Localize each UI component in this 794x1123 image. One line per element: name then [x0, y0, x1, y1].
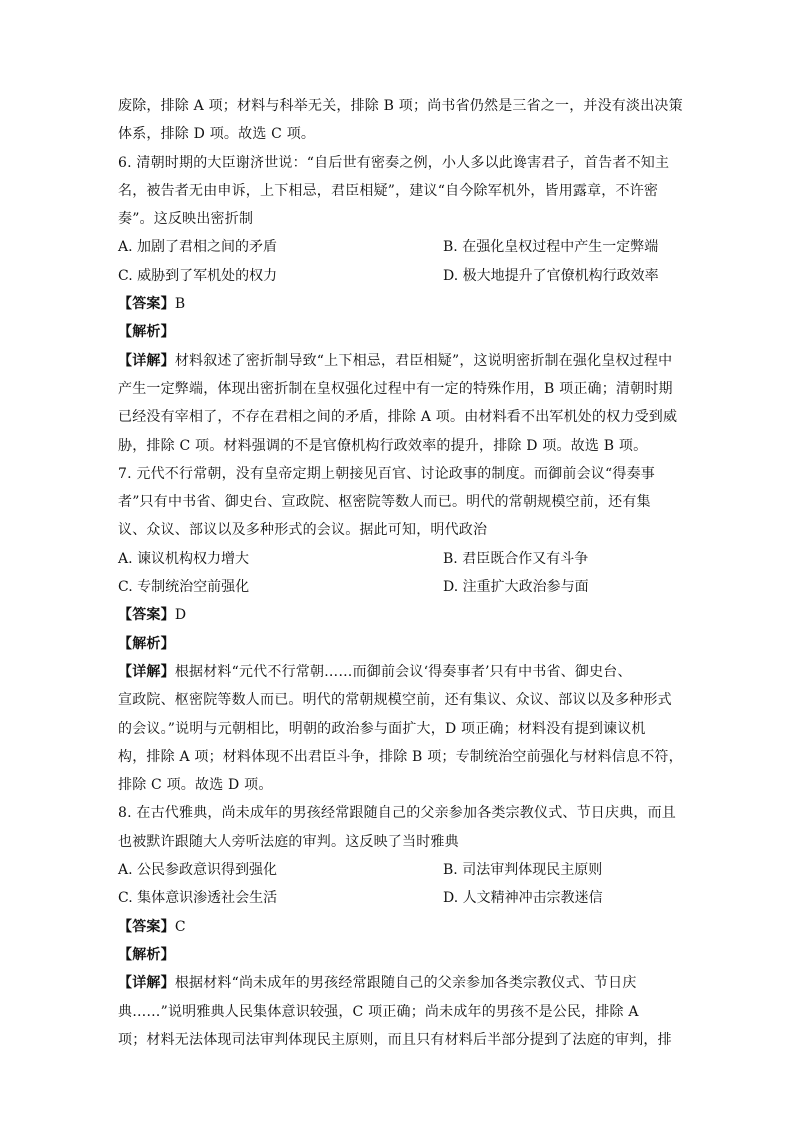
q8-options-row-2	[118, 884, 674, 912]
q7-option-b: B. 君臣既合作又有斗争	[443, 550, 589, 567]
q8-options-row-1	[118, 856, 674, 884]
q8-answer-label: 【答案】	[118, 918, 175, 935]
q7-answer-value: D	[174, 607, 187, 624]
q7-options-row-1	[118, 545, 674, 573]
q8-stem-line-1: 8. 在古代雅典，尚未成年的男孩经常跟随自己的父亲参加各类宗教仪式、节日庆典，而且	[118, 805, 677, 822]
q7-detail-line-4: 构，排除 A 项；材料体现不出君臣斗争，排除 B 项；专制统治空前强化与材料信息不符，	[118, 748, 683, 765]
q8-detail-line-2: 典……”说明雅典人民集体意识较强，C 项正确；尚未成年的男孩不是公民，排除 A	[118, 1003, 639, 1020]
q8-answer	[118, 913, 674, 941]
q8-option-a: A. 公民参政意识得到强化	[118, 862, 278, 879]
q6-stem-line-2: 名，被告者无由申诉，上下相忌，君臣相疑”，建议“自今除军机外，皆用露章，不许密	[118, 182, 659, 199]
q7-answer-label: 【答案】	[118, 607, 175, 624]
q8-option-b: B. 司法审判体现民主原则	[443, 862, 603, 879]
q6-option-c: C. 威胁到了军机处的权力	[118, 267, 278, 284]
q8-detail-label: 【详解】	[118, 975, 175, 992]
q6-answer-value: B	[174, 296, 186, 313]
q7-option-c: C. 专制统治空前强化	[118, 579, 250, 596]
q7-options-row-2	[118, 573, 674, 601]
q6-detail-line-1	[118, 347, 674, 375]
q6-option-d: D. 极大地提升了官僚机构行政效率	[443, 267, 659, 284]
q7-detail-label: 【详解】	[118, 663, 175, 680]
q6-stem-line-3: 奏”。这反映出密折制	[118, 211, 254, 228]
q7-stem-line-1: 7. 元代不行常朝，没有皇帝定期上朝接见百官、讨论政事的制度。而御前会议“得奏事	[118, 465, 655, 482]
q7-detail-line-3: 的会议。”说明与元朝相比，明朝的政治参与面扩大，D 项正确；材料没有提到谏议机	[118, 720, 646, 737]
q8-analysis-label: 【解析】	[118, 946, 175, 963]
q7-option-a: A. 谏议机构权力增大	[118, 550, 250, 567]
q6-detail-line-3: 已经没有宰相了，不存在君相之间的矛盾，排除 A 项。由材料看不出军机处的权力受到威	[118, 409, 678, 426]
question-7	[118, 460, 683, 800]
q6-detail-text-1: 材料叙述了密折制导致“上下相忌，君臣相疑”，这说明密折制在强化皇权过程中	[174, 352, 673, 369]
q8-detail-line-1	[118, 969, 674, 997]
q7-detail-text-1: 根据材料“元代不行常朝……而御前会议‘得奏事者’只有中书省、御史台、	[174, 663, 632, 680]
q7-detail-line-5: 排除 C 项。故选 D 项。	[118, 777, 273, 794]
q8-detail-line-3: 项；材料无法体现司法审判体现民主原则，而且只有材料后半部分提到了法庭的审判，排	[118, 1031, 672, 1048]
q7-analysis-label: 【解析】	[118, 635, 175, 652]
q8-option-d: D. 人文精神冲击宗教迷信	[443, 890, 603, 907]
q8-answer-value: C	[174, 918, 186, 935]
intro-line-1: 废除，排除 A 项；材料与科举无关，排除 B 项；尚书省仍然是三省之一，并没有淡出决策	[118, 98, 683, 114]
q7-detail-line-1	[118, 658, 674, 686]
q7-stem-line-3: 议、众议、部议以及多种形式的会议。据此可知，明代政治	[118, 522, 488, 539]
q6-analysis-label: 【解析】	[118, 324, 175, 341]
q7-stem-line-2: 者”只有中书省、御史台、宣政院、枢密院等数人而已。明代的常朝规模空前，还有集	[118, 494, 651, 511]
question-8	[118, 799, 677, 1054]
question-6	[118, 149, 678, 460]
q6-options-row-2	[118, 262, 674, 290]
q6-detail-label: 【详解】	[118, 352, 175, 369]
q6-answer-label: 【答案】	[118, 296, 175, 313]
q6-options-row-1	[118, 233, 674, 261]
intro-line-2: 体系，排除 D 项。故选 C 项。	[118, 126, 316, 143]
q6-answer	[118, 290, 674, 318]
q6-detail-line-4: 胁，排除 C 项。材料强调的不是官僚机构行政效率的提升，排除 D 项。故选 B 项。	[118, 437, 648, 454]
q8-detail-text-1: 根据材料“尚未成年的男孩经常跟随自己的父亲参加各类宗教仪式、节日庆	[174, 975, 637, 992]
q8-stem-line-2: 也被默许跟随大人旁听法庭的审判。这反映了当时雅典	[118, 833, 459, 850]
q7-detail-line-2: 宣政院、枢密院等数人而已。明代的常朝规模空前，还有集议、众议、部议以及多种形式	[118, 692, 672, 709]
document-page	[118, 92, 683, 1054]
q6-detail-line-2: 产生一定弊端，体现出密折制在皇权强化过程中有一定的特殊作用，B 项正确；清朝时期	[118, 380, 673, 397]
q8-option-c: C. 集体意识渗透社会生活	[118, 890, 278, 907]
q6-stem-line-1: 6. 清朝时期的大臣谢济世说：“自后世有密奏之例，小人多以此谗害君子，首告者不知主	[118, 154, 670, 171]
q6-option-a: A. 加剧了君相之间的矛盾	[118, 239, 278, 256]
q7-option-d: D. 注重扩大政治参与面	[443, 579, 589, 596]
q7-answer	[118, 601, 674, 629]
q6-option-b: B. 在强化皇权过程中产生一定弊端	[443, 239, 659, 256]
